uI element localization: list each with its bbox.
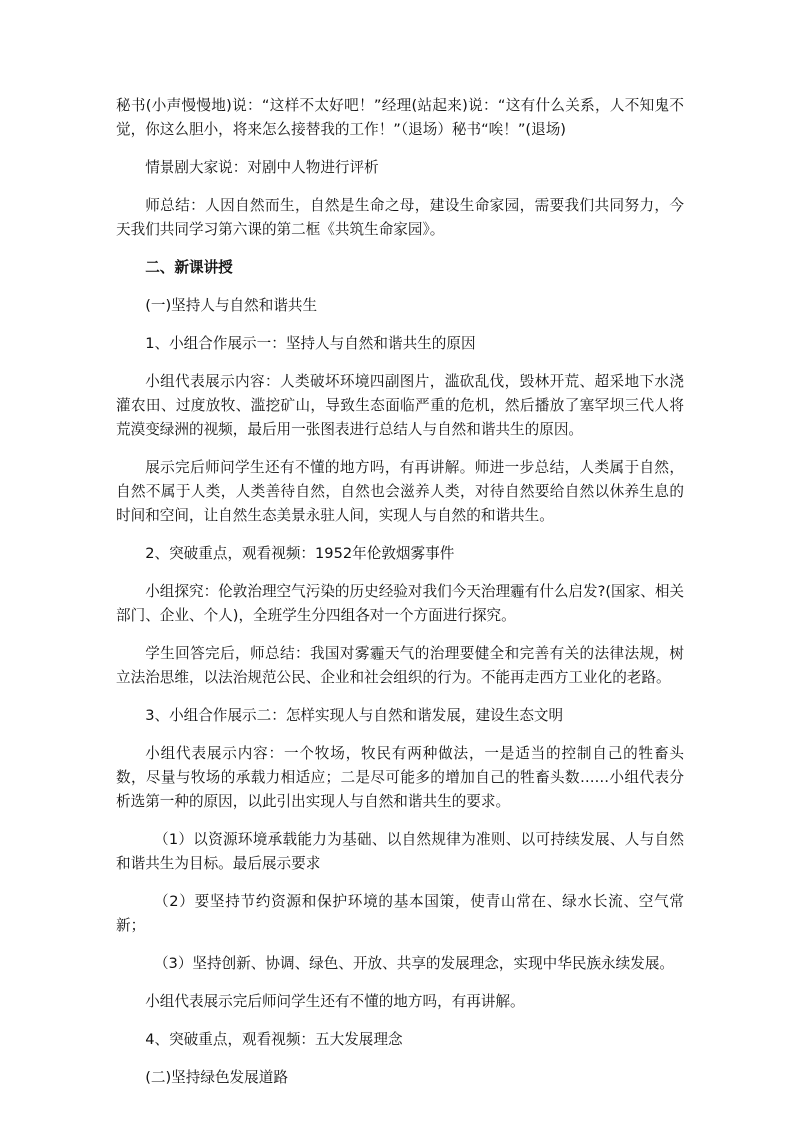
- requirement-item-3: （3）坚持创新、协调、绿色、开放、共享的发展理念，实现中华民族永续发展。: [153, 955, 675, 972]
- item-heading-2: 2、突破重点，观看视频：1952年伦敦烟雾事件: [145, 545, 455, 562]
- item-heading-1: 1、小组合作展示一：坚持人与自然和谐共生的原因: [145, 335, 476, 352]
- paragraph-group-display-1: 小组代表展示内容：人类破坏环境四副图片，滥砍乱伐，毁林开荒、超采地下水浇灌农田、过度放牧、滥挖矿山，导致生态面临严重的危机，然后播放了塞罕坝三代人将荒漠变绿洲的视频，最后用一张图表进行总结人与自然和谐共生的原因。: [116, 373, 684, 438]
- paragraph-skit-review: 情景剧大家说：对剧中人物进行评析: [145, 159, 379, 176]
- paragraph-teacher-summary-2: 学生回答完后，师总结：我国对雾霾天气的治理要健全和完善有关的法律法规，树立法治思维，以法治规范公民、企业和社会组织的行为。不能再走西方工业化的老路。: [116, 645, 684, 686]
- paragraph-teacher-explain-2: 小组代表展示完后师问学生还有不懂的地方吗，有再讲解。: [145, 993, 525, 1010]
- requirement-item-1: （1）以资源环境承载能力为基础、以自然规律为准则、以可持续发展、人与自然和谐共生为目标。最后展示要求: [116, 831, 684, 872]
- paragraph-group-display-2: 小组代表展示内容：一个牧场，牧民有两种做法，一是适当的控制自己的牲畜头数，尽量与牧场的承载力相适应；二是尽可能多的增加自己的牲畜头数……小组代表分析选第一种的原因，以此引出实现人与自然和谐共生的要求。: [116, 745, 684, 810]
- subsection-heading-harmony: (一)坚持人与自然和谐共生: [145, 297, 318, 314]
- paragraph-dialogue: 秘书(小声慢慢地)说：“这样不太好吧！”经理(站起来)说：“这有什么关系，人不知鬼不觉，你这么胆小，将来怎么接替我的工作！”（退场）秘书“唉！”(退场): [116, 97, 684, 138]
- section-heading-new-lesson: 二、新课讲授: [145, 259, 233, 276]
- paragraph-teacher-summary: 师总结：人因自然而生，自然是生命之母，建设生命家园，需要我们共同努力，今天我们共同学习第六课的第二框《共筑生命家园》。: [116, 197, 684, 238]
- paragraph-teacher-explain-1: 展示完后师问学生还有不懂的地方吗，有再讲解。师进一步总结，人类属于自然，自然不属于人类，人类善待自然，自然也会滋养人类，对待自然要给自然以休养生息的时间和空间，让自然生态美景永驻人间，实现人与自然的和谐共生。: [116, 459, 684, 524]
- requirement-item-2: （2）要坚持节约资源和保护环境的基本国策，使青山常在、绿水长流、空气常新；: [116, 893, 684, 934]
- item-heading-3: 3、小组合作展示二：怎样实现人与自然和谐发展，建设生态文明: [145, 707, 564, 724]
- document-page: [116, 94, 684, 1104]
- subsection-heading-green: (二)坚持绿色发展道路: [145, 1069, 288, 1086]
- paragraph-group-inquiry: 小组探究：伦敦治理空气污染的历史经验对我们今天治理霾有什么启发?(国家、相关部门、企业、个人)，全班学生分四组各对一个方面进行探究。: [116, 583, 685, 624]
- item-heading-4: 4、突破重点，观看视频：五大发展理念: [145, 1031, 403, 1048]
